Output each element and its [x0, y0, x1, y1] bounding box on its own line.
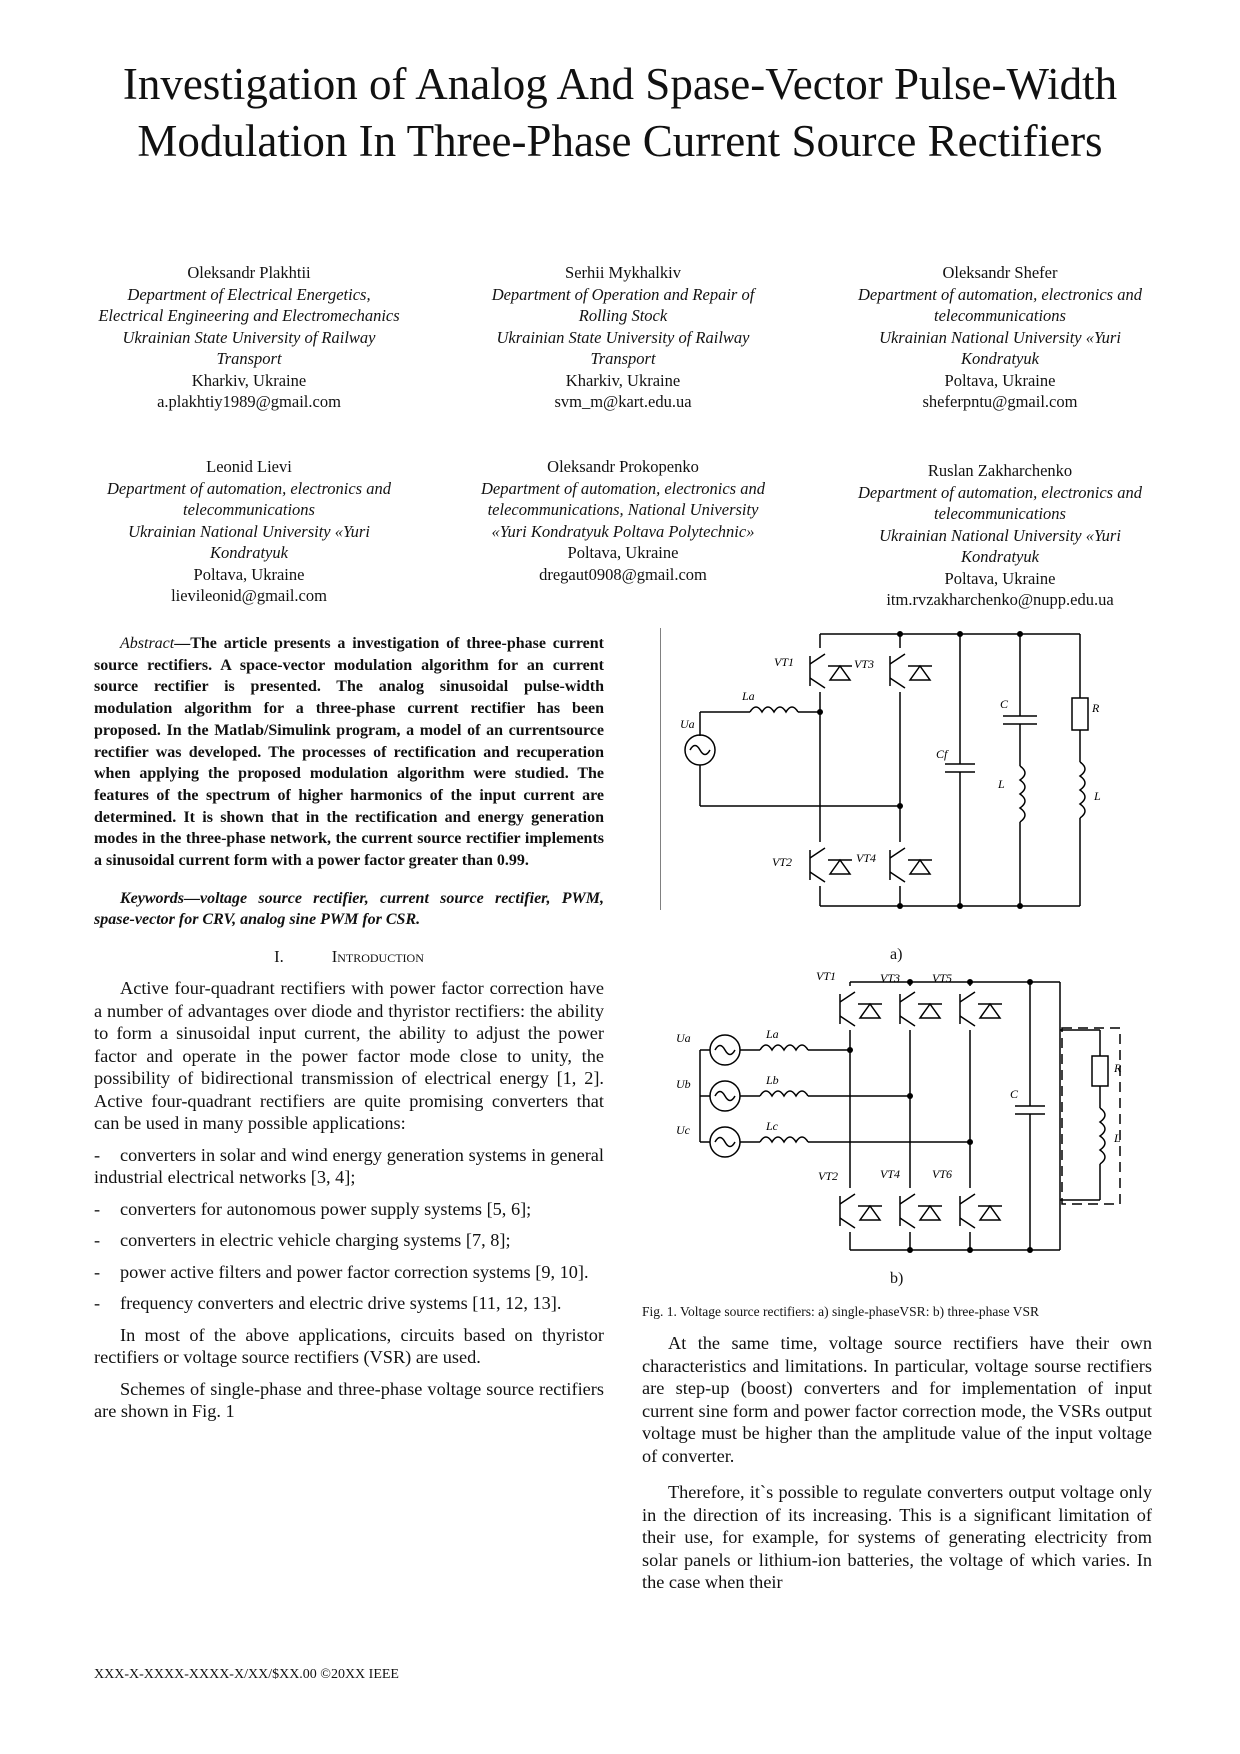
figure-label-a: a): [890, 946, 903, 963]
label-vt4: VT4: [880, 1167, 901, 1181]
author-block: [468, 456, 778, 585]
circuit-diagram-a: [660, 628, 1120, 918]
label-ua: Ua: [680, 717, 695, 731]
author-city: Kharkiv, Ukraine: [565, 370, 681, 390]
intro-paragraph: Schemes of single-phase and three-phase voltage source rectifiers are shown in Fig. 1: [94, 1378, 604, 1422]
list-item: - converters in solar and wind energy generation systems in general industrial electrical networks [3, 4];: [94, 1144, 604, 1188]
label-vt3: VT3: [880, 971, 901, 985]
label-c: C: [1010, 1087, 1019, 1101]
label-vt1: VT1: [816, 969, 837, 983]
label-r: R: [1114, 1061, 1122, 1075]
circuit-diagram-b: [660, 968, 1140, 1258]
intro-paragraph: Active four-quadrant rectifiers with power factor correction have a number of advantages over diode and thyristor rectifiers: the ability to form a sinusoidal input current, the ability to adjust the power factor and operate in the power factor mode close to unity, the possibility of bidirectional transmission of electrical energy [1, 2]. Active four-quadrant rectifiers are quite promising converters that can be used in many possible applications:: [94, 978, 604, 1134]
author-city: Kharkiv, Ukraine: [191, 370, 307, 390]
body-paragraph: At the same time, voltage source rectifiers have their own characteristics and limitations. In particular, voltage sourse rectifiers are step-up (boost) converters and for implementation of input current sine form and power factor correction mode, the VSRs output voltage must be higher than the amplitude value of the input voltage of converter.: [642, 1333, 1152, 1466]
author-univ: Ukrainian National University «Yuri Kondratyuk: [879, 525, 1121, 566]
section-heading: [94, 947, 604, 967]
igbt-switch-icon: [890, 842, 932, 886]
list-item: - frequency converters and electric drive systems [11, 12, 13].: [94, 1293, 562, 1314]
igbt-switch-icon: [960, 986, 1002, 1030]
author-name: Ruslan Zakharchenko: [927, 461, 1073, 480]
author-name: Leonid Lievi: [206, 457, 292, 476]
author-email: svm_m@kart.edu.ua: [554, 392, 692, 411]
author-block: [94, 456, 404, 607]
label-vt6: VT6: [932, 1167, 953, 1181]
author-dept: Department of automation, electronics and telecommunications: [107, 478, 391, 519]
author-block: [94, 262, 404, 413]
author-email: a.plakhtiy1989@gmail.com: [157, 392, 341, 411]
author-name: Oleksandr Shefer: [942, 263, 1058, 282]
author-city: Poltava, Ukraine: [193, 564, 305, 584]
author-email: lievileonid@gmail.com: [171, 586, 327, 605]
figure-caption: Fig. 1. Voltage source rectifiers: a) single-phaseVSR: b) three-phase VSR: [642, 1304, 1040, 1319]
igbt-switch-icon: [810, 842, 852, 886]
author-city: Poltava, Ukraine: [944, 568, 1056, 588]
author-dept: Department of Electrical Energetics, Electrical Engineering and Electromechanics: [98, 284, 400, 325]
label-l1: L: [998, 777, 1005, 791]
copyright-footer: XXX-X-XXXX-XXXX-X/XX/$XX.00 ©20XX IEEE: [94, 1667, 399, 1682]
intro-paragraph: In most of the above applications, circuits based on thyristor rectifiers or voltage source rectifiers (VSR) are used.: [94, 1324, 604, 1368]
author-dept: Department of automation, electronics and telecommunications, National University «Yuri Kondratyuk Poltava Polytechnic»: [481, 478, 765, 541]
igbt-switch-icon: [890, 648, 932, 692]
author-name: Serhii Mykhalkiv: [565, 263, 681, 282]
author-email: dregaut0908@gmail.com: [539, 564, 707, 584]
list-item: - power active filters and power factor correction systems [9, 10].: [94, 1261, 589, 1282]
author-univ: Ukrainian National University «Yuri Kondratyuk: [879, 327, 1121, 368]
author-email: sheferpntu@gmail.com: [922, 392, 1078, 411]
body-paragraph: Therefore, it`s possible to regulate converters output voltage only in the direction of its increasing. This is a significant limitation of their use, for example, for systems of generating electricity from solar panels or lithium-ion batteries, the voltage of which varies. In the case when their: [642, 1482, 1152, 1592]
igbt-switch-icon: [960, 1188, 1002, 1232]
label-vt3: VT3: [854, 657, 875, 671]
label-lb: Lb: [766, 1073, 779, 1087]
igbt-switch-icon: [840, 986, 882, 1030]
label-vt2: VT2: [772, 855, 793, 869]
igbt-switch-icon: [900, 1188, 942, 1232]
author-name: Oleksandr Plakhtii: [187, 263, 311, 282]
author-dept: Department of Operation and Repair of Rolling Stock: [491, 284, 755, 325]
section-title: Introduction: [331, 947, 424, 967]
label-ub: Ub: [676, 1077, 691, 1091]
abstract-label: Abstract: [120, 635, 175, 652]
author-city: Poltava, Ukraine: [567, 543, 679, 562]
label-la: La: [742, 689, 755, 703]
author-univ: Ukrainian National University «Yuri Kondratyuk: [128, 521, 370, 562]
author-name: Oleksandr Prokopenko: [547, 457, 699, 476]
abstract: [94, 633, 604, 872]
label-ua: Ua: [676, 1031, 691, 1045]
author-dept: Department of automation, electronics and telecommunications: [858, 482, 1142, 523]
author-city: Poltava, Ukraine: [944, 370, 1056, 390]
left-column: [94, 633, 604, 1423]
figure-label-b: b): [890, 1270, 904, 1287]
author-block: [845, 262, 1155, 413]
label-r: R: [1092, 701, 1100, 715]
right-column: [642, 1332, 1152, 1594]
label-vt4: VT4: [856, 851, 877, 865]
label-cf: Cf: [936, 747, 948, 761]
igbt-switch-icon: [840, 1188, 882, 1232]
label-c: C: [1000, 697, 1009, 711]
paper-title: Investigation of Analog And Spase-Vector Pulse-Width Modulation In Three-Phase Current Source Rectifiers: [122, 59, 1118, 166]
label-vt5: VT5: [932, 971, 953, 985]
igbt-switch-icon: [810, 648, 852, 692]
list-item: - converters in electric vehicle charging systems [7, 8];: [94, 1230, 511, 1251]
list-item: - converters for autonomous power supply systems [5, 6];: [94, 1198, 532, 1219]
author-block: [845, 460, 1155, 611]
author-dept: Department of automation, electronics and telecommunications: [858, 284, 1142, 325]
igbt-switch-icon: [900, 986, 942, 1030]
label-l2: L: [1094, 789, 1101, 803]
label-vt2: VT2: [818, 1169, 839, 1183]
abstract-text: —The article presents a investigation of three-phase current source rectifiers. A space-vector modulation algorithm for an current source rectifier is presented. The analog sinusoidal pulse-width modulation algorithm for a three-phase current rectifier has been proposed. In the Matlab/Simulink program, a model of an currentsource rectifier was developed. The processes of rectification and recuperation when applying the proposed modulation algorithm were studied. The features of the spectrum of higher harmonics of the input current are determined. It is shown that in the rectification and energy generation modes in the three-phase network, the current source rectifier implements a sinusoidal current form with a power factor greater than 0.99.: [94, 635, 604, 870]
author-block: [468, 262, 778, 413]
section-number: I.: [274, 947, 284, 967]
author-univ: Ukrainian State University of Railway Transport: [496, 327, 750, 368]
label-vt1: VT1: [774, 655, 795, 669]
label-uc: Uc: [676, 1123, 690, 1137]
label-la: La: [766, 1027, 779, 1041]
author-univ: Ukrainian State University of Railway Transport: [122, 327, 376, 368]
label-lc: Lc: [766, 1119, 778, 1133]
author-email: itm.rvzakharchenko@nupp.edu.ua: [886, 590, 1114, 609]
label-l: L: [1114, 1131, 1121, 1145]
keywords: Keywords—voltage source rectifier, current source rectifier, PWM, spase-vector for CRV, analog sine PWM for CSR.: [94, 889, 604, 929]
